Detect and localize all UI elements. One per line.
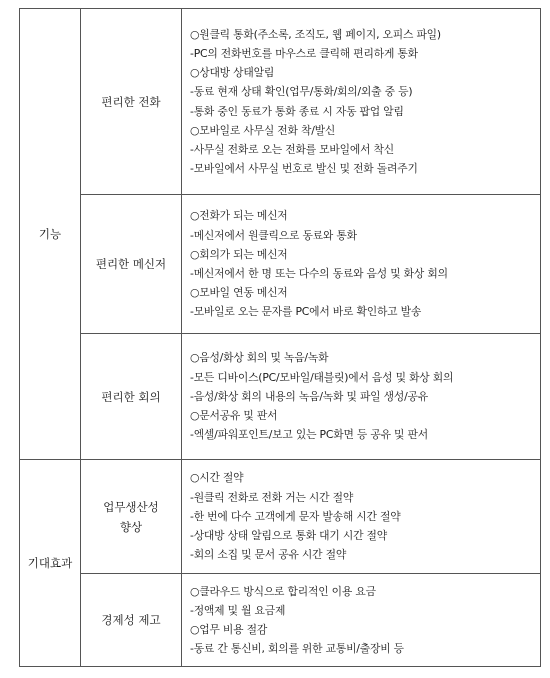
subcategory-cell xyxy=(81,460,182,574)
list-item: ○문서공유 및 판서 xyxy=(190,409,278,423)
table-row xyxy=(20,195,541,334)
subcategory-label: 편리한 전화 xyxy=(101,94,161,109)
list-item: ○모바일로 사무실 전화 착/발신 xyxy=(190,123,336,137)
subcategory-cell xyxy=(81,334,182,460)
table-row xyxy=(20,9,541,195)
list-item: -상대방 상태 알림으로 통화 대기 시간 절약 xyxy=(190,529,387,543)
list-item: ○전화가 되는 메신저 xyxy=(190,209,288,223)
list-item: -모바일에서 사무실 번호로 발신 및 전화 돌려주기 xyxy=(190,162,418,176)
subcategory-cell xyxy=(81,195,182,334)
table-row xyxy=(20,460,541,574)
feature-table xyxy=(19,8,541,667)
list-item: -음성/화상 회의 내용의 녹음/녹화 및 파일 생성/공유 xyxy=(190,389,428,403)
items-cell xyxy=(182,334,541,460)
list-item: ○회의가 되는 메신저 xyxy=(190,247,288,261)
items-cell xyxy=(182,574,541,667)
items-cell xyxy=(182,195,541,334)
list-item: -회의 소집 및 문서 공유 시간 절약 xyxy=(190,548,347,562)
list-item: -한 번에 다수 고객에게 문자 발송해 시간 절약 xyxy=(190,509,401,523)
subcategory-label: 향상 xyxy=(119,519,143,534)
list-item: -메신저에서 원클릭으로 동료와 통화 xyxy=(190,228,357,242)
category-label: 기능 xyxy=(38,227,62,241)
table-row xyxy=(20,334,541,460)
list-item: ○시간 절약 xyxy=(190,471,244,485)
list-item: -PC의 전화번호를 마우스로 클릭해 편리하게 통화 xyxy=(190,46,418,60)
items-cell xyxy=(182,9,541,195)
category-cell xyxy=(20,9,81,460)
list-item: ○클라우드 방식으로 합리적인 이용 요금 xyxy=(190,584,376,598)
list-item: -원클릭 전화로 전화 거는 시간 절약 xyxy=(190,490,354,504)
items-cell xyxy=(182,460,541,574)
list-item: -사무실 전화로 오는 전화를 모바일에서 착신 xyxy=(190,142,394,156)
list-item: -모바일로 오는 문자를 PC에서 바로 확인하고 발송 xyxy=(190,305,422,319)
subcategory-cell xyxy=(81,9,182,195)
list-item: ○상대방 상태알림 xyxy=(190,66,275,80)
list-item: -메신저에서 한 명 또는 다수의 동료와 음성 및 화상 회의 xyxy=(190,267,448,280)
list-item: -통화 중인 동료가 통화 종료 시 자동 팝업 알림 xyxy=(190,104,404,118)
list-item: ○업무 비용 절감 xyxy=(190,623,268,636)
list-item: -정액제 및 월 요금제 xyxy=(190,603,286,617)
list-item: -동료 간 통신비, 회의를 위한 교통비/출장비 등 xyxy=(190,642,404,656)
category-label: 기대효과 xyxy=(27,556,73,570)
table-row xyxy=(20,574,541,667)
list-item: ○원클릭 통화(주소록, 조직도, 웹 페이지, 오피스 파일) xyxy=(190,27,441,41)
subcategory-label: 업무생산성 xyxy=(103,499,159,514)
list-item: ○모바일 연동 메신저 xyxy=(190,286,288,300)
subcategory-label: 편리한 메신저 xyxy=(95,257,167,271)
list-item: -동료 현재 상태 확인(업무/통화/회의/외출 중 등) xyxy=(190,85,413,99)
list-item: -모든 디바이스(PC/모바일/태블릿)에서 음성 및 화상 회의 xyxy=(190,370,454,384)
list-item: -엑셀/파워포인트/보고 있는 PC화면 등 공유 및 판서 xyxy=(190,428,428,442)
category-cell xyxy=(20,460,81,667)
subcategory-label: 편리한 회의 xyxy=(101,389,161,404)
list-item: ○음성/화상 회의 및 녹음/녹화 xyxy=(190,351,329,365)
subcategory-cell xyxy=(81,574,182,667)
subcategory-label: 경제성 제고 xyxy=(101,613,161,627)
